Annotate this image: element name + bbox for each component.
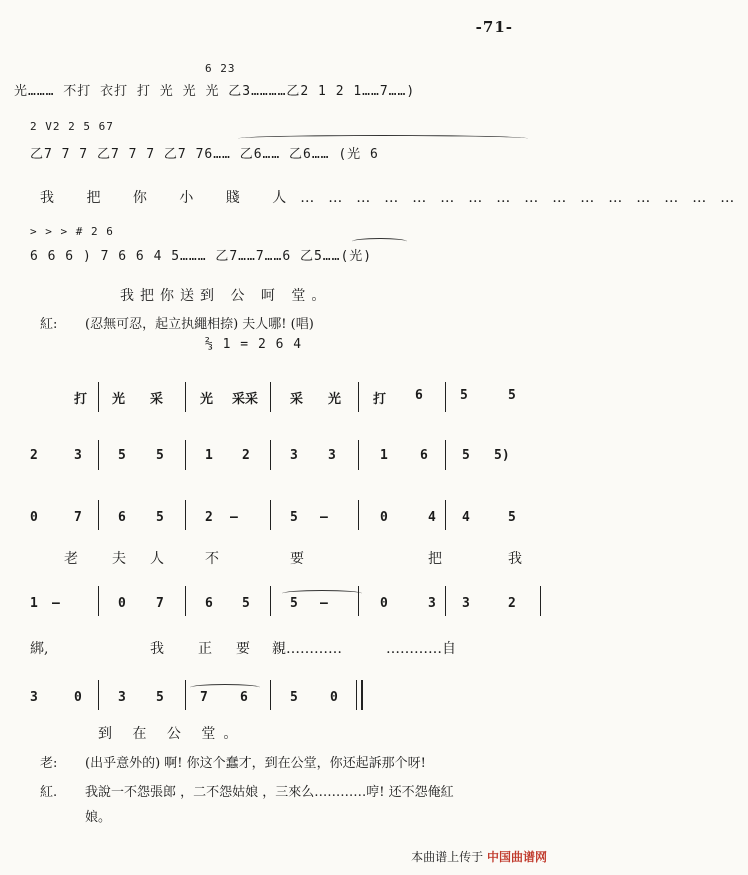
r4-c11: 3 xyxy=(462,596,470,611)
r3-c5: 2 xyxy=(205,510,213,525)
r4-c3: 0 xyxy=(118,596,126,611)
r2-c7: 3 xyxy=(290,448,298,463)
r1-c11: 5 xyxy=(508,388,516,403)
r3-lyric-3: 人 xyxy=(150,551,164,567)
slur-row-5 xyxy=(190,684,260,691)
tempo-mark: ⅔ 1 = 2 6 4 xyxy=(205,337,303,352)
barline xyxy=(358,440,359,470)
barline xyxy=(540,586,541,616)
r2-c8: 3 xyxy=(328,448,336,463)
barline xyxy=(270,440,271,470)
r4-lyric-5: 親………… xyxy=(272,641,342,657)
r1-c3: 采 xyxy=(150,392,164,407)
dialogue-hong-cont: 娘。 xyxy=(85,810,112,825)
r3-c3: 6 xyxy=(118,510,126,525)
notation-line-2: 乙7 7 7 乙7 7 7 乙7 76…… 乙6…… 乙6…… (光 6 xyxy=(30,147,379,162)
r5-c3: 3 xyxy=(118,690,126,705)
r3-c2: 7 xyxy=(74,510,82,525)
speaker-hong-1: 紅: xyxy=(40,317,58,332)
r4-c5: 6 xyxy=(205,596,213,611)
r3-c6: — xyxy=(230,510,238,525)
r2-c3: 5 xyxy=(118,448,126,463)
r1-c5: 采采 xyxy=(232,392,259,407)
r5-lyric: 到 在 公 堂。 xyxy=(98,726,246,742)
r4-lyric-4: 要 xyxy=(236,641,250,657)
barline xyxy=(98,586,99,616)
dialogue-hong: 我說一不怨張郎 ，二不怨姑娘 ，三來么…………哼! 还不怨俺紅 xyxy=(85,785,454,800)
r4-c8: — xyxy=(320,596,328,611)
notation-line-1: 光……… 不打 衣打 打 光 光 光 乙3…………乙2 1 2 1……7……) xyxy=(14,84,416,99)
barline xyxy=(270,382,271,412)
r3-c8: — xyxy=(320,510,328,525)
barline xyxy=(445,382,446,412)
barline xyxy=(185,500,186,530)
source-footer xyxy=(411,848,547,865)
r3-c11: 4 xyxy=(462,510,470,525)
barline xyxy=(98,680,99,710)
footer-prefix: 本曲谱上传于 xyxy=(411,850,484,864)
r4-c4: 7 xyxy=(156,596,164,611)
speaker-lao: 老: xyxy=(40,756,58,771)
r3-lyric-5: 要 xyxy=(290,551,304,567)
r3-lyric-6: 把 xyxy=(428,551,442,567)
r2-c5: 1 xyxy=(205,448,213,463)
r2-c6: 2 xyxy=(242,448,250,463)
barline xyxy=(185,586,186,616)
r1-c6: 采 xyxy=(290,392,304,407)
r3-lyric-2: 夫 xyxy=(112,551,126,567)
r4-lyric-1: 綁, xyxy=(30,641,49,657)
r5-c4: 5 xyxy=(156,690,164,705)
speaker-hong-2: 紅. xyxy=(40,785,58,800)
footer-brand: 中国曲谱网 xyxy=(486,850,547,864)
r3-c9: 0 xyxy=(380,510,388,525)
r3-c7: 5 xyxy=(290,510,298,525)
r2-c12: 5) xyxy=(494,448,510,463)
r3-lyric-4: 不 xyxy=(205,551,219,567)
barline xyxy=(185,680,186,710)
barline xyxy=(358,382,359,412)
r4-c6: 5 xyxy=(242,596,250,611)
r4-lyric-6: …………自 xyxy=(386,641,456,657)
r5-c7: 5 xyxy=(290,690,298,705)
r4-c1: 1 xyxy=(30,596,38,611)
r4-c2: — xyxy=(52,596,60,611)
r4-c7: 5 xyxy=(290,596,298,611)
r1-c4: 光 xyxy=(200,392,214,407)
r5-c1: 3 xyxy=(30,690,38,705)
slur-row-4 xyxy=(282,590,362,597)
r2-c2: 3 xyxy=(74,448,82,463)
barline xyxy=(358,586,359,616)
barline xyxy=(98,440,99,470)
barline xyxy=(270,680,271,710)
r4-c10: 3 xyxy=(428,596,436,611)
r2-c9: 1 xyxy=(380,448,388,463)
r3-c4: 5 xyxy=(156,510,164,525)
r1-c2: 光 xyxy=(112,392,126,407)
r1-c8: 打 xyxy=(373,392,387,407)
score-table xyxy=(0,370,561,742)
r2-c4: 5 xyxy=(156,448,164,463)
slur-line-2 xyxy=(238,135,528,142)
barline xyxy=(358,500,359,530)
r2-c1: 2 xyxy=(30,448,38,463)
dialogue-lao: (出乎意外的) 啊! 你这个蠢才，到在公堂，你还起訴那个呀! xyxy=(85,756,426,771)
r1-c1: 打 xyxy=(74,392,88,407)
r2-c11: 5 xyxy=(462,448,470,463)
notation-top-marks-4: > > > # 2 6 xyxy=(30,225,114,238)
slur-line-4 xyxy=(352,238,407,245)
r4-c12: 2 xyxy=(508,596,516,611)
barline xyxy=(270,586,271,616)
barline xyxy=(98,500,99,530)
barline xyxy=(445,500,446,530)
r4-c9: 0 xyxy=(380,596,388,611)
barline xyxy=(185,382,186,412)
r3-lyric-1: 老 xyxy=(64,551,78,567)
r1-c10: 5 xyxy=(460,388,468,403)
r4-lyric-2: 我 xyxy=(150,641,164,657)
lyric-line-3: 我 把 你 小 賤 人………………………………………… xyxy=(40,190,748,206)
barline xyxy=(98,382,99,412)
r4-lyric-3: 正 xyxy=(198,641,212,657)
barline xyxy=(445,586,446,616)
r5-c2: 0 xyxy=(74,690,82,705)
notation-top-marks-2: 2 V2 2 5 67 xyxy=(30,120,114,133)
r2-c10: 6 xyxy=(420,448,428,463)
lyric-line-5: 我把你送到 公 呵 堂。 xyxy=(120,288,332,304)
page-number: -71- xyxy=(475,18,513,36)
r1-c7: 光 xyxy=(328,392,342,407)
r5-c5: 7 xyxy=(200,690,208,705)
barline xyxy=(185,440,186,470)
notation-top-marks-1: 6 23 xyxy=(205,62,236,75)
r3-c10: 4 xyxy=(428,510,436,525)
barline xyxy=(270,500,271,530)
r3-c12: 5 xyxy=(508,510,516,525)
notation-line-4: 6 6 6 ) 7 6 6 4 5……… 乙7……7……6 乙5……(光) xyxy=(30,249,373,264)
r5-c8: 0 xyxy=(330,690,338,705)
barline-double-1 xyxy=(356,680,357,710)
barline-double-2 xyxy=(361,680,363,710)
barline xyxy=(445,440,446,470)
r1-c9: 6 xyxy=(415,388,423,403)
stage-direction-1: (忍無可忍，起立执繩相捺) 夫人哪! (唱) xyxy=(85,317,314,332)
r3-c1: 0 xyxy=(30,510,38,525)
r5-c6: 6 xyxy=(240,690,248,705)
r3-lyric-7: 我 xyxy=(508,551,522,567)
